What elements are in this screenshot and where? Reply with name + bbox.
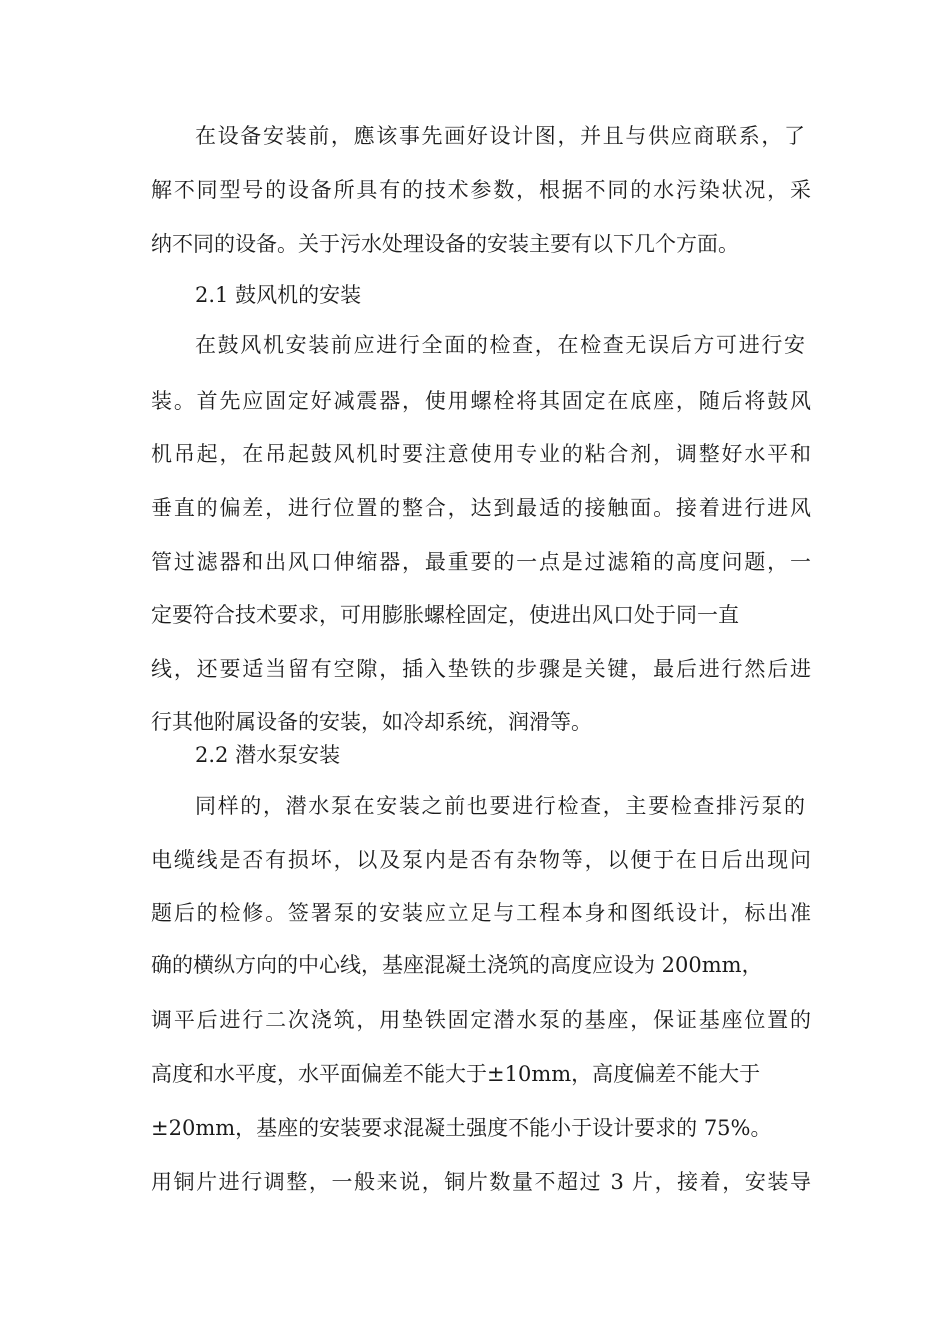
paragraph-line: 在设备安装前，應该事先画好设计图，并且与供应商联系，了 (195, 124, 805, 148)
paragraph-line: 在鼓风机安装前应进行全面的检查，在检查无误后方可进行安 (195, 333, 805, 357)
paragraph-line: 同样的，潜水泵在安装之前也要进行检查，主要检查排污泵的 (195, 794, 805, 818)
paragraph-line: 电缆线是否有损坏，以及泵内是否有杂物等，以便于在日后出现问 (151, 848, 811, 872)
paragraph-line: 行其他附属设备的安装，如冷却系统，润滑等。 (151, 710, 592, 734)
paragraph-line: 机吊起，在吊起鼓风机时要注意使用专业的粘合剂，调整好水平和 (151, 442, 811, 466)
paragraph-line: ±20mm，基座的安装要求混凝土强度不能小于设计要求的 75%。 (151, 1116, 772, 1140)
paragraph-line: 纳不同的设备。关于污水处理设备的安装主要有以下几个方面。 (151, 232, 739, 256)
paragraph-line: 解不同型号的设备所具有的技术参数，根据不同的水污染状况，采 (151, 178, 811, 202)
paragraph-line: 垂直的偏差，进行位置的整合，达到最适的接触面。接着进行进风 (151, 496, 811, 520)
paragraph-line: 线，还要适当留有空隙，插入垫铁的步骤是关键，最后进行然后进 (151, 657, 811, 681)
paragraph-line: 定要符合技术要求，可用膨胀螺栓固定，使进出风口处于同一直 (151, 603, 739, 627)
paragraph-line: 装。首先应固定好减震器，使用螺栓将其固定在底座，随后将鼓风 (151, 389, 811, 413)
paragraph-line: 管过滤器和出风口伸缩器，最重要的一点是过滤箱的高度问题，一 (151, 550, 811, 574)
section-heading: 2.2 潜水泵安装 (195, 743, 341, 767)
paragraph-line: 调平后进行二次浇筑，用垫铁固定潜水泵的基座，保证基座位置的 (151, 1008, 811, 1032)
paragraph-line: 题后的检修。签署泵的安装应立足与工程本身和图纸设计，标出准 (151, 901, 811, 925)
paragraph-line: 确的横纵方向的中心线，基座混凝土浇筑的高度应设为 200mm， (151, 953, 763, 977)
section-heading: 2.1 鼓风机的安装 (195, 283, 362, 307)
paragraph-line: 高度和水平度，水平面偏差不能大于±10mm，高度偏差不能大于 (151, 1062, 761, 1086)
paragraph-line: 用铜片进行调整，一般来说，铜片数量不超过 3 片，接着，安装导 (151, 1170, 811, 1194)
